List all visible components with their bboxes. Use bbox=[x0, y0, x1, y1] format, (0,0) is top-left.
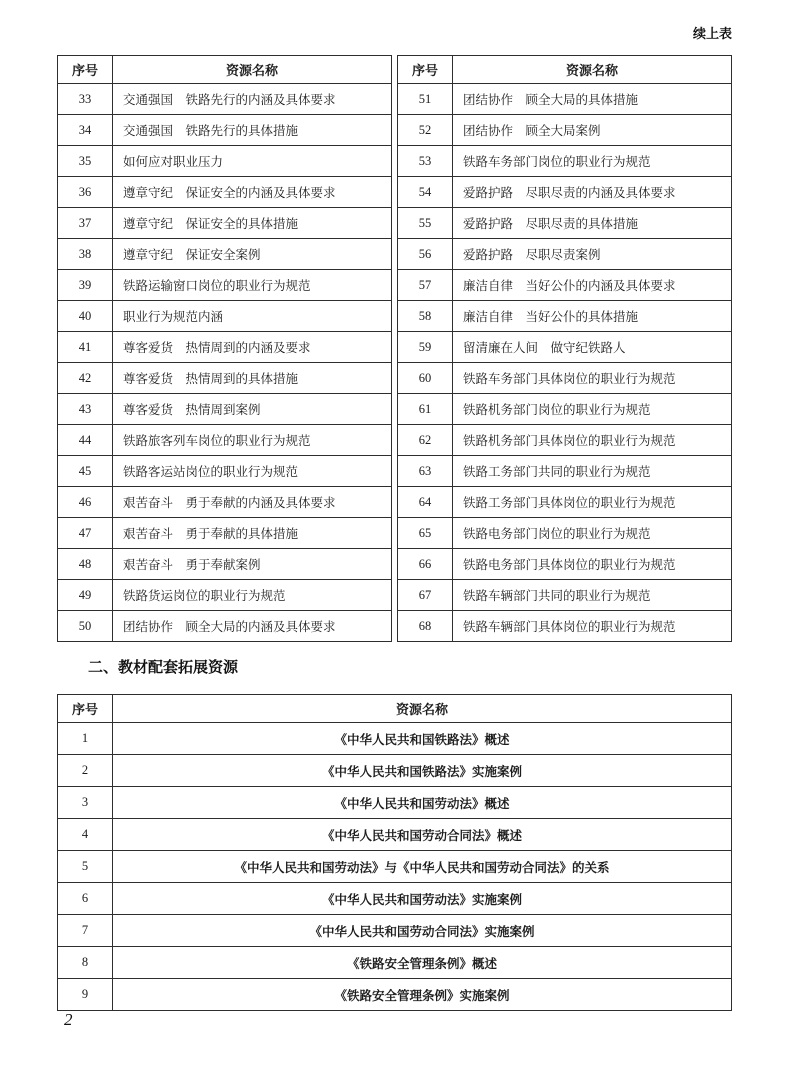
row-number: 61 bbox=[398, 394, 453, 425]
table-row bbox=[58, 332, 392, 363]
resource-name: 交通强国 铁路先行的具体措施 bbox=[113, 115, 392, 146]
resource-name: 遵章守纪 保证安全的具体措施 bbox=[113, 208, 392, 239]
col-header-name: 资源名称 bbox=[453, 56, 732, 84]
table-row bbox=[58, 883, 732, 915]
resource-name: 铁路电务部门具体岗位的职业行为规范 bbox=[453, 549, 732, 580]
row-number: 48 bbox=[58, 549, 113, 580]
row-number: 52 bbox=[398, 115, 453, 146]
row-number: 50 bbox=[58, 611, 113, 642]
table-row bbox=[398, 394, 732, 425]
resource-table-left bbox=[57, 55, 392, 642]
table-row bbox=[58, 787, 732, 819]
row-number: 44 bbox=[58, 425, 113, 456]
table-row bbox=[58, 755, 732, 787]
resource-name: 爱路护路 尽职尽责的内涵及具体要求 bbox=[453, 177, 732, 208]
table-row bbox=[398, 115, 732, 146]
resource-name: 爱路护路 尽职尽责案例 bbox=[453, 239, 732, 270]
resource-name: 铁路工务部门共同的职业行为规范 bbox=[453, 456, 732, 487]
resource-name: 廉洁自律 当好公仆的内涵及具体要求 bbox=[453, 270, 732, 301]
table-row bbox=[398, 425, 732, 456]
table-row bbox=[58, 239, 392, 270]
table-row bbox=[398, 332, 732, 363]
table-row bbox=[398, 84, 732, 115]
resource-name: 铁路电务部门岗位的职业行为规范 bbox=[453, 518, 732, 549]
resource-name: 铁路机务部门岗位的职业行为规范 bbox=[453, 394, 732, 425]
row-number: 57 bbox=[398, 270, 453, 301]
resource-name: 爱路护路 尽职尽责的具体措施 bbox=[453, 208, 732, 239]
resource-name: 铁路运输窗口岗位的职业行为规范 bbox=[113, 270, 392, 301]
row-number: 4 bbox=[58, 819, 113, 851]
resource-name: 铁路货运岗位的职业行为规范 bbox=[113, 580, 392, 611]
table-continued-note: 续上表 bbox=[692, 26, 732, 41]
row-number: 46 bbox=[58, 487, 113, 518]
table-row bbox=[58, 979, 732, 1011]
resource-name: 团结协作 顾全大局的内涵及具体要求 bbox=[113, 611, 392, 642]
resource-name: 铁路车辆部门具体岗位的职业行为规范 bbox=[453, 611, 732, 642]
row-number: 60 bbox=[398, 363, 453, 394]
resource-name: 铁路客运站岗位的职业行为规范 bbox=[113, 456, 392, 487]
row-number: 47 bbox=[58, 518, 113, 549]
table-row bbox=[58, 487, 392, 518]
row-number: 35 bbox=[58, 146, 113, 177]
table-row bbox=[398, 363, 732, 394]
resource-name: 如何应对职业压力 bbox=[113, 146, 392, 177]
row-number: 41 bbox=[58, 332, 113, 363]
resource-name: 《中华人民共和国劳动法》概述 bbox=[113, 787, 732, 819]
table-row bbox=[398, 177, 732, 208]
page-number: 2 bbox=[64, 1010, 73, 1029]
table-row bbox=[58, 518, 392, 549]
table-row bbox=[398, 239, 732, 270]
row-number: 51 bbox=[398, 84, 453, 115]
resource-name: 铁路工务部门具体岗位的职业行为规范 bbox=[453, 487, 732, 518]
col-header-no: 序号 bbox=[398, 56, 453, 84]
row-number: 1 bbox=[58, 723, 113, 755]
table-row bbox=[398, 456, 732, 487]
row-number: 67 bbox=[398, 580, 453, 611]
resource-name: 交通强国 铁路先行的内涵及具体要求 bbox=[113, 84, 392, 115]
table-row bbox=[398, 301, 732, 332]
table-row bbox=[58, 580, 392, 611]
table-row bbox=[58, 363, 392, 394]
table-row bbox=[58, 115, 392, 146]
row-number: 9 bbox=[58, 979, 113, 1011]
row-number: 2 bbox=[58, 755, 113, 787]
table-row bbox=[58, 177, 392, 208]
resource-name: 《中华人民共和国劳动合同法》概述 bbox=[113, 819, 732, 851]
row-number: 3 bbox=[58, 787, 113, 819]
table-header-row bbox=[58, 695, 732, 723]
resource-name: 团结协作 顾全大局案例 bbox=[453, 115, 732, 146]
table-row bbox=[58, 915, 732, 947]
resource-name: 留清廉在人间 做守纪铁路人 bbox=[453, 332, 732, 363]
row-number: 39 bbox=[58, 270, 113, 301]
table-row bbox=[58, 270, 392, 301]
resource-name: 《中华人民共和国劳动合同法》实施案例 bbox=[113, 915, 732, 947]
resource-name: 尊客爱货 热情周到的具体措施 bbox=[113, 363, 392, 394]
resource-table-right bbox=[397, 55, 732, 642]
resource-name: 铁路车务部门岗位的职业行为规范 bbox=[453, 146, 732, 177]
resource-name: 《铁路安全管理条例》概述 bbox=[113, 947, 732, 979]
resource-table-part1 bbox=[57, 55, 732, 642]
resource-name: 铁路车务部门具体岗位的职业行为规范 bbox=[453, 363, 732, 394]
col-header-name: 资源名称 bbox=[113, 56, 392, 84]
resource-name: 尊客爱货 热情周到案例 bbox=[113, 394, 392, 425]
row-number: 36 bbox=[58, 177, 113, 208]
table-row bbox=[398, 549, 732, 580]
row-number: 58 bbox=[398, 301, 453, 332]
resource-name: 艰苦奋斗 勇于奉献案例 bbox=[113, 549, 392, 580]
table-row bbox=[58, 84, 392, 115]
table-row bbox=[58, 456, 392, 487]
row-number: 66 bbox=[398, 549, 453, 580]
resource-name: 铁路机务部门具体岗位的职业行为规范 bbox=[453, 425, 732, 456]
table-row bbox=[58, 394, 392, 425]
row-number: 68 bbox=[398, 611, 453, 642]
row-number: 55 bbox=[398, 208, 453, 239]
resource-name: 艰苦奋斗 勇于奉献的具体措施 bbox=[113, 518, 392, 549]
resource-name: 《中华人民共和国铁路法》实施案例 bbox=[113, 755, 732, 787]
row-number: 62 bbox=[398, 425, 453, 456]
table-row bbox=[58, 146, 392, 177]
table-row bbox=[398, 518, 732, 549]
resource-name: 遵章守纪 保证安全的内涵及具体要求 bbox=[113, 177, 392, 208]
table-row bbox=[398, 270, 732, 301]
row-number: 34 bbox=[58, 115, 113, 146]
resource-name: 职业行为规范内涵 bbox=[113, 301, 392, 332]
table-row bbox=[58, 723, 732, 755]
col-header-name: 资源名称 bbox=[113, 695, 732, 723]
row-number: 38 bbox=[58, 239, 113, 270]
table-row bbox=[58, 425, 392, 456]
resource-name: 《中华人民共和国劳动法》实施案例 bbox=[113, 883, 732, 915]
row-number: 33 bbox=[58, 84, 113, 115]
table-row bbox=[58, 947, 732, 979]
table-row bbox=[58, 208, 392, 239]
resource-name: 《中华人民共和国劳动法》与《中华人民共和国劳动合同法》的关系 bbox=[113, 851, 732, 883]
row-number: 7 bbox=[58, 915, 113, 947]
table-row bbox=[398, 146, 732, 177]
table-row bbox=[58, 851, 732, 883]
table-row bbox=[58, 301, 392, 332]
col-header-no: 序号 bbox=[58, 56, 113, 84]
col-header-no: 序号 bbox=[58, 695, 113, 723]
table-header-row bbox=[398, 56, 732, 84]
resource-name: 铁路车辆部门共同的职业行为规范 bbox=[453, 580, 732, 611]
row-number: 42 bbox=[58, 363, 113, 394]
table-row bbox=[398, 208, 732, 239]
table-row bbox=[58, 549, 392, 580]
table-row bbox=[398, 580, 732, 611]
row-number: 65 bbox=[398, 518, 453, 549]
resource-name: 《铁路安全管理条例》实施案例 bbox=[113, 979, 732, 1011]
table-row bbox=[398, 487, 732, 518]
row-number: 43 bbox=[58, 394, 113, 425]
section-heading: 二、教材配套拓展资源 bbox=[88, 659, 239, 676]
row-number: 54 bbox=[398, 177, 453, 208]
row-number: 56 bbox=[398, 239, 453, 270]
row-number: 59 bbox=[398, 332, 453, 363]
resource-name: 遵章守纪 保证安全案例 bbox=[113, 239, 392, 270]
resource-name: 尊客爱货 热情周到的内涵及要求 bbox=[113, 332, 392, 363]
resource-name: 铁路旅客列车岗位的职业行为规范 bbox=[113, 425, 392, 456]
resource-name: 艰苦奋斗 勇于奉献的内涵及具体要求 bbox=[113, 487, 392, 518]
table-row bbox=[58, 819, 732, 851]
row-number: 64 bbox=[398, 487, 453, 518]
table-row bbox=[398, 611, 732, 642]
row-number: 8 bbox=[58, 947, 113, 979]
resource-name: 《中华人民共和国铁路法》概述 bbox=[113, 723, 732, 755]
table-header-row bbox=[58, 56, 392, 84]
row-number: 63 bbox=[398, 456, 453, 487]
row-number: 45 bbox=[58, 456, 113, 487]
row-number: 6 bbox=[58, 883, 113, 915]
row-number: 37 bbox=[58, 208, 113, 239]
resource-name: 团结协作 顾全大局的具体措施 bbox=[453, 84, 732, 115]
resource-name: 廉洁自律 当好公仆的具体措施 bbox=[453, 301, 732, 332]
table-row bbox=[58, 611, 392, 642]
row-number: 49 bbox=[58, 580, 113, 611]
expansion-resource-table bbox=[57, 694, 732, 1011]
row-number: 53 bbox=[398, 146, 453, 177]
row-number: 5 bbox=[58, 851, 113, 883]
row-number: 40 bbox=[58, 301, 113, 332]
